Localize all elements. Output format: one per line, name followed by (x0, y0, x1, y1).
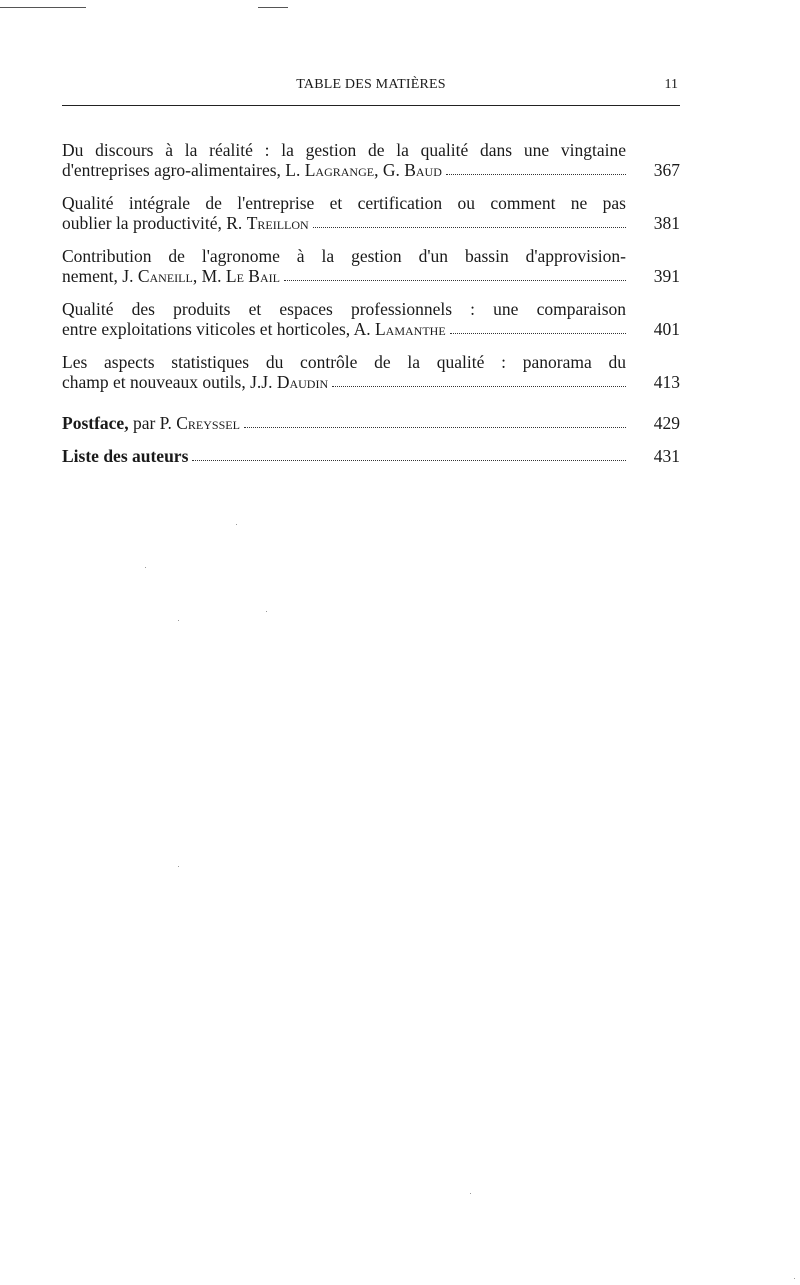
authors-list-page: 431 (653, 446, 680, 466)
toc-entry-authors-list (62, 446, 680, 466)
dot-leader (450, 333, 626, 334)
scan-speck (145, 567, 146, 568)
dot-leader (284, 280, 626, 281)
scan-speck (266, 611, 267, 612)
toc-entry-title-line2: nement, J. Caneill, M. Le Bail (62, 266, 280, 286)
postface-byline: par P. (132, 413, 172, 433)
scan-artifact-top (0, 0, 800, 10)
toc-entry-page: 401 (653, 319, 680, 339)
dot-leader (313, 227, 626, 228)
toc-entry-page: 367 (653, 160, 680, 180)
scan-speck (236, 524, 237, 525)
dot-leader (446, 174, 626, 175)
toc-entry-title-line2: d'entreprises agro-alimentaires, L. Lagrange, G. Baud (62, 160, 442, 180)
toc-entry-title-line2: entre exploitations viticoles et horticoles, A. Lamanthe (62, 319, 446, 339)
scan-speck (178, 866, 179, 867)
postface-label: Postface, (62, 413, 129, 433)
toc-entry-authors: Treillon (246, 213, 309, 233)
running-title: TABLE DES MATIÈRES (296, 77, 446, 92)
page-header (62, 72, 680, 106)
toc-entry-postface (62, 413, 680, 433)
toc-entry-page: 391 (653, 266, 680, 286)
postface-page: 429 (653, 413, 680, 433)
toc-entry-page: 381 (653, 213, 680, 233)
toc-entry-authors: Lagrange, G. Baud (304, 160, 442, 180)
toc-entry-title-line1: Les aspects statistiques du contrôle de la qualité : panorama du (62, 352, 626, 372)
toc-entry (62, 299, 680, 339)
toc-entry-title-line1: Qualité intégrale de l'entreprise et certification ou comment ne pas (62, 193, 626, 213)
scan-speck (470, 1193, 471, 1194)
toc-entry (62, 352, 680, 392)
toc-entry-title-line1: Qualité des produits et espaces professionnels : une comparaison (62, 299, 626, 319)
toc-entry (62, 246, 680, 286)
dot-leader (332, 386, 626, 387)
authors-list-label: Liste des auteurs (62, 446, 189, 466)
toc-entry-authors: Lamanthe (374, 319, 446, 339)
toc-entry (62, 140, 680, 180)
toc-entry-authors: Caneill, M. Le Bail (137, 266, 280, 286)
toc-entry (62, 193, 680, 233)
scan-speck (794, 1278, 795, 1279)
postface-author: Creyssel (176, 413, 240, 433)
dot-leader (192, 460, 626, 461)
toc-entry-title-line2: champ et nouveaux outils, J.J. Daudin (62, 372, 329, 392)
toc-entry-title-line2: oublier la productivité, R. Treillon (62, 213, 309, 233)
toc-entry-authors: Daudin (276, 372, 329, 392)
toc-entry-page: 413 (653, 372, 680, 392)
scan-speck (178, 620, 179, 621)
dot-leader (244, 427, 626, 428)
table-of-contents (62, 140, 680, 479)
toc-entry-title-line1: Contribution de l'agronome à la gestion d'un bassin d'approvision- (62, 246, 626, 266)
header-rule (62, 105, 680, 106)
toc-entry-title-line1: Du discours à la réalité : la gestion de la qualité dans une vingtaine (62, 140, 626, 160)
page-number: 11 (664, 77, 678, 92)
